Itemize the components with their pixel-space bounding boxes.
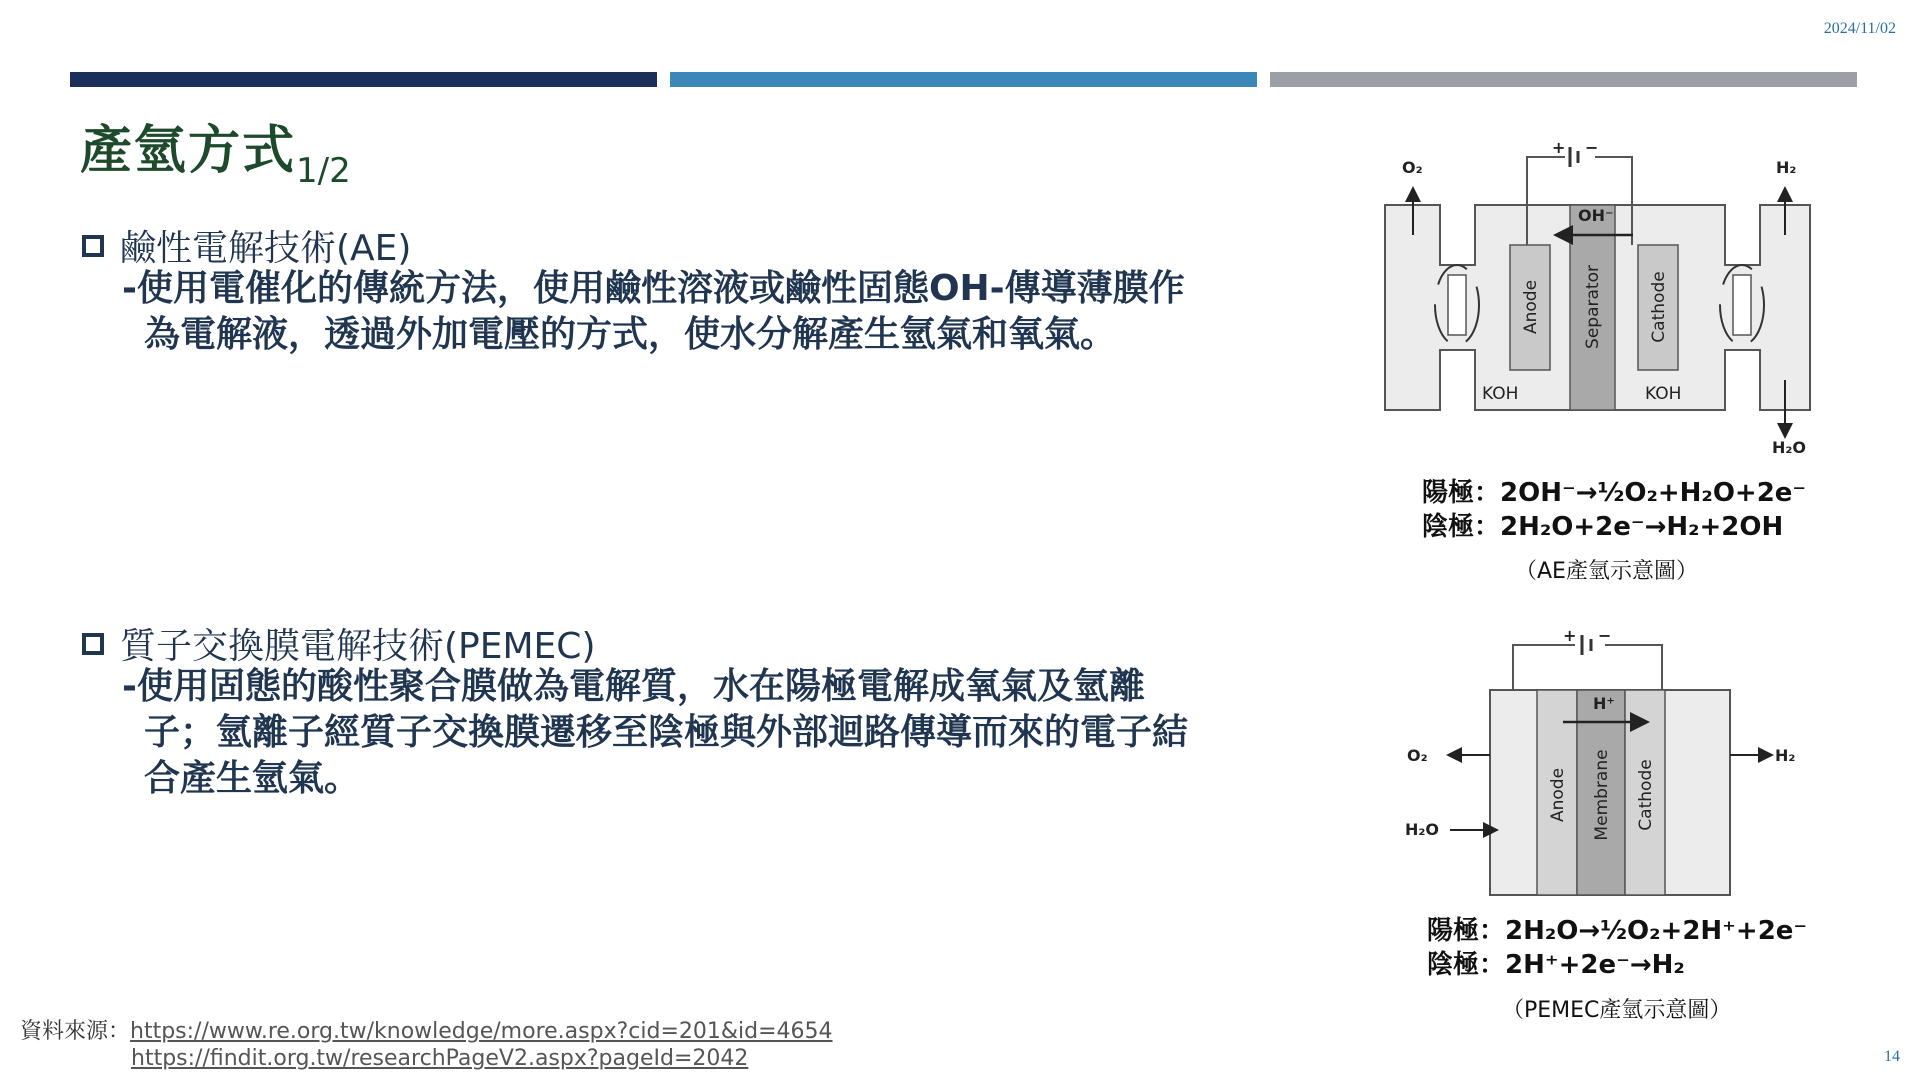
- pem-h2o-label: H₂O: [1405, 820, 1439, 839]
- body-line: -使用固態的酸性聚合膜做為電解質，水在陽極電解成氧氣及氫離: [122, 666, 1145, 707]
- page-title-sub: 1/2: [296, 151, 351, 191]
- header-bar-blue: [670, 72, 1257, 87]
- pem-o2-label: O₂: [1407, 746, 1428, 765]
- pem-cathode-eq-label: 陰極：: [1427, 950, 1506, 980]
- pemec-electrolysis-diagram: [1405, 625, 1805, 905]
- body-line: -使用電催化的傳統方法，使用鹼性溶液或鹼性固態OH-傳導薄膜作: [122, 268, 1185, 309]
- ae-plus: +: [1552, 138, 1566, 157]
- pem-membrane-label: Membrane: [1592, 749, 1612, 841]
- date-label: 2024/11/02: [1823, 20, 1896, 37]
- source-link-2[interactable]: https://findit.org.tw/researchPageV2.aspx?pageId=2042: [131, 1046, 749, 1071]
- ae-oh-label: OH⁻: [1578, 206, 1614, 225]
- header-bar-gray: [1270, 72, 1857, 87]
- body-line: 為電解液，透過外加電壓的方式，使水分解產生氫氣和氧氣。: [144, 314, 1117, 355]
- ae-minus: −: [1585, 138, 1599, 157]
- body-line: 合產生氫氣。: [144, 758, 361, 799]
- source-label: 資料來源：: [20, 1019, 131, 1044]
- pem-plus: +: [1563, 626, 1577, 645]
- pem-minus: −: [1598, 626, 1612, 645]
- pem-caption: （PEMEC產氫示意圖）: [1502, 998, 1732, 1023]
- ae-caption: （AE產氫示意圖）: [1515, 559, 1698, 584]
- ae-anode-equation: [1422, 476, 1806, 510]
- ae-h2o-label: H₂O: [1772, 438, 1806, 457]
- page-number: 14: [1884, 1048, 1900, 1065]
- section-heading-ae-text: 鹼性電解技術(AE): [120, 228, 412, 269]
- ae-cathode-eq-label: 陰極：: [1422, 512, 1501, 542]
- pem-h2-label: H₂: [1775, 746, 1796, 765]
- checkbox-bullet-icon: [82, 633, 104, 655]
- ae-separator-label: Separator: [1583, 265, 1603, 349]
- source-link-1[interactable]: https://www.re.org.tw/knowledge/more.aspx?cid=201&id=4654: [130, 1019, 833, 1044]
- header-bar-dark: [70, 72, 657, 87]
- section-heading-pemec-text: 質子交換膜電解技術(PEMEC): [120, 626, 596, 667]
- page-title: [80, 108, 351, 191]
- pem-anode-label: Anode: [1548, 767, 1568, 823]
- ae-koh-left: KOH: [1482, 384, 1519, 404]
- source-citation: [20, 1018, 833, 1072]
- pem-cathode-eq-text: 2H⁺+2e⁻→H₂: [1505, 950, 1685, 980]
- pem-cathode-label: Cathode: [1636, 759, 1656, 831]
- section-heading-pemec: [82, 618, 596, 669]
- checkbox-bullet-icon: [82, 235, 104, 257]
- pem-anode-equation: [1427, 914, 1807, 948]
- ae-h2-label: H₂: [1776, 158, 1797, 177]
- ae-cathode-equation: [1422, 510, 1783, 544]
- section-body-pemec: [122, 664, 1342, 802]
- pem-hplus-label: H⁺: [1593, 694, 1615, 713]
- pem-anode-eq-text: 2H₂O→½O₂+2H⁺+2e⁻: [1505, 916, 1808, 946]
- ae-o2-label: O₂: [1402, 158, 1423, 177]
- ae-anode-label: Anode: [1521, 279, 1541, 335]
- ae-cathode-eq-text: 2H₂O+2e⁻→H₂+2OH: [1500, 512, 1784, 542]
- pem-anode-eq-label: 陽極：: [1427, 916, 1506, 946]
- section-body-ae: [122, 266, 1342, 358]
- ae-anode-eq-label: 陽極：: [1422, 478, 1501, 508]
- page-title-main: 產氫方式: [80, 120, 297, 181]
- ae-cathode-label: Cathode: [1649, 271, 1669, 343]
- ae-koh-right: KOH: [1645, 384, 1682, 404]
- section-heading-ae: [82, 220, 411, 271]
- ae-anode-eq-text: 2OH⁻→½O₂+H₂O+2e⁻: [1500, 478, 1807, 508]
- pem-cathode-equation: [1427, 948, 1685, 982]
- ae-electrolysis-diagram: [1380, 135, 1820, 460]
- body-line: 子；氫離子經質子交換膜遷移至陰極與外部迴路傳導而來的電子結: [144, 712, 1189, 753]
